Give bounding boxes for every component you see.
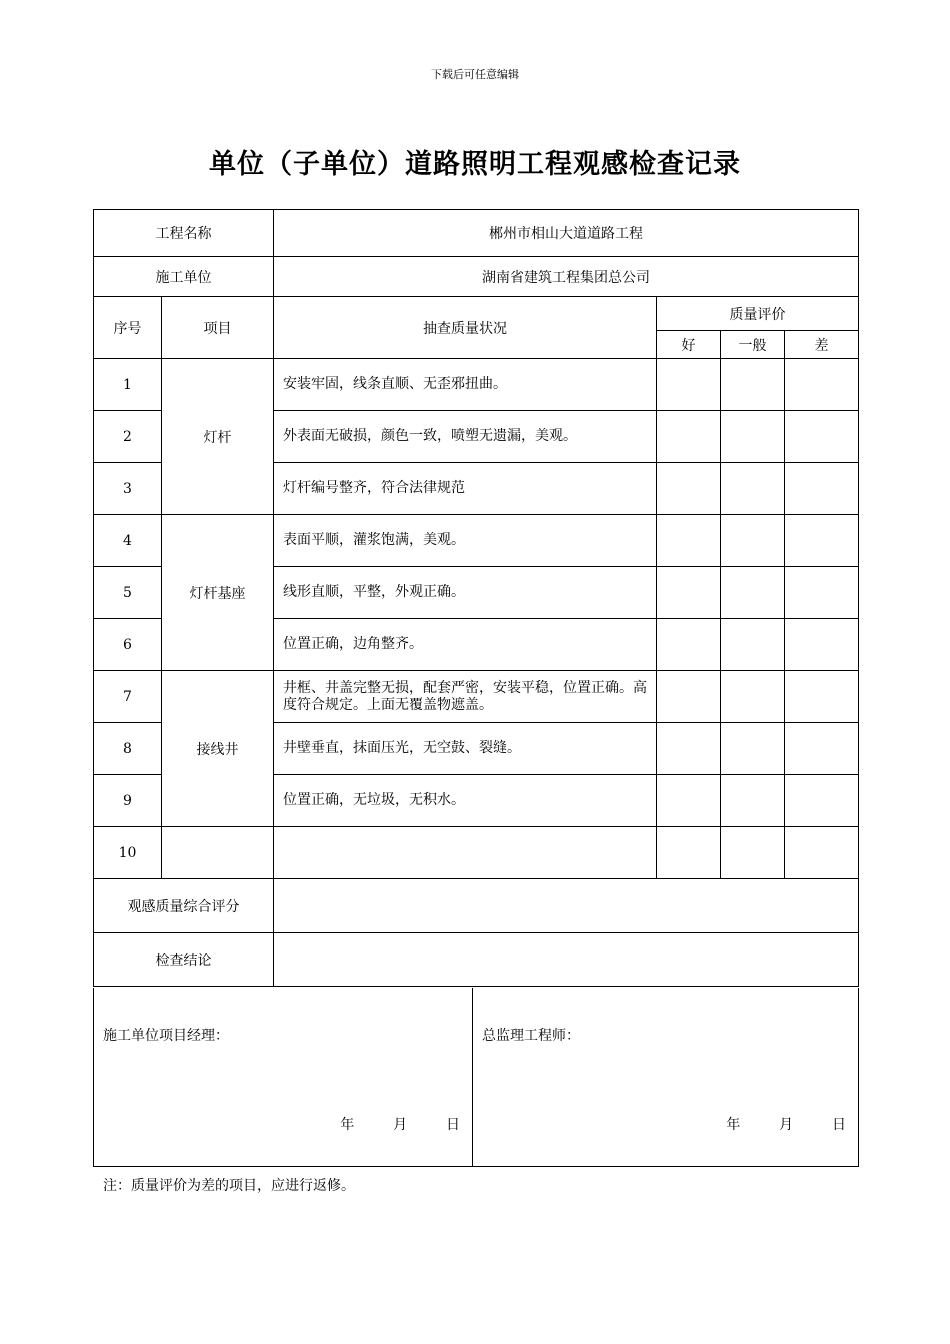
row-status: 线形直顺，平整，外观正确。 xyxy=(274,567,657,619)
row-status: 井框、井盖完整无损，配套严密，安装平稳，位置正确。高度符合规定。上面无覆盖物遮盖。 xyxy=(274,671,657,723)
rating-good-cell xyxy=(657,567,721,619)
chief-supervisor-label: 总监理工程师： xyxy=(482,1028,580,1044)
table-row xyxy=(94,827,859,879)
col-status-header: 抽查质量状况 xyxy=(274,297,657,359)
row-seq: 2 xyxy=(94,411,162,463)
signature-table xyxy=(93,988,859,1167)
col-rating-header: 质量评价 xyxy=(657,297,859,331)
rating-poor-cell xyxy=(785,723,859,775)
rating-average-cell xyxy=(721,723,785,775)
rating-average-cell xyxy=(721,567,785,619)
row-seq: 10 xyxy=(94,827,162,879)
rating-poor-cell xyxy=(785,775,859,827)
row-status: 灯杆编号整齐，符合法律规范 xyxy=(274,463,657,515)
row-status: 外表面无破损，颜色一致，喷塑无遗漏，美观。 xyxy=(274,411,657,463)
rating-good-cell xyxy=(657,775,721,827)
rating-average-cell xyxy=(721,775,785,827)
row-seq: 3 xyxy=(94,463,162,515)
table-row xyxy=(94,671,859,723)
contractor-manager-label: 施工单位项目经理： xyxy=(103,1028,229,1044)
contractor-signature-cell xyxy=(94,988,473,1167)
row-status: 表面平顺，灌浆饱满，美观。 xyxy=(274,515,657,567)
col-seq-header: 序号 xyxy=(94,297,162,359)
page-title: 单位（子单位）道路照明工程观感检查记录 xyxy=(209,149,741,180)
rating-poor-cell xyxy=(785,411,859,463)
row-item: 灯杆 xyxy=(162,359,274,515)
rating-average-cell xyxy=(721,463,785,515)
construction-unit-label: 施工单位 xyxy=(94,257,274,297)
rating-good-cell xyxy=(657,463,721,515)
project-name-label: 工程名称 xyxy=(94,210,274,257)
row-item: 接线井 xyxy=(162,671,274,827)
year-label: 年 xyxy=(340,1117,355,1133)
row-status: 位置正确，无垃圾，无积水。 xyxy=(274,775,657,827)
inspection-table xyxy=(93,209,859,987)
download-note: 下载后可任意编辑 xyxy=(431,68,519,81)
rating-poor-cell xyxy=(785,359,859,411)
row-seq: 1 xyxy=(94,359,162,411)
row-item xyxy=(162,827,274,879)
rating-poor-cell xyxy=(785,619,859,671)
rating-good-cell xyxy=(657,515,721,567)
rating-good-cell xyxy=(657,723,721,775)
table-row xyxy=(94,359,859,411)
overall-score-value xyxy=(274,879,859,933)
footnote: 注：质量评价为差的项目，应进行返修。 xyxy=(103,1178,355,1194)
row-seq: 7 xyxy=(94,671,162,723)
rating-good-cell xyxy=(657,359,721,411)
row-status: 井壁垂直，抹面压光，无空鼓、裂缝。 xyxy=(274,723,657,775)
row-seq: 5 xyxy=(94,567,162,619)
rating-good-cell xyxy=(657,827,721,879)
table-row xyxy=(94,515,859,567)
row-seq: 8 xyxy=(94,723,162,775)
rating-good-cell xyxy=(657,619,721,671)
month-label: 月 xyxy=(393,1117,408,1133)
month-label: 月 xyxy=(779,1117,794,1133)
day-label: 日 xyxy=(446,1117,460,1133)
rating-poor-cell xyxy=(785,827,859,879)
rating-poor-cell xyxy=(785,671,859,723)
year-label: 年 xyxy=(726,1117,741,1133)
rating-average-cell xyxy=(721,411,785,463)
rating-average-cell xyxy=(721,359,785,411)
rating-average-cell xyxy=(721,515,785,567)
rating-average-cell xyxy=(721,671,785,723)
row-item: 灯杆基座 xyxy=(162,515,274,671)
rating-poor-cell xyxy=(785,463,859,515)
row-status xyxy=(274,827,657,879)
col-poor-header: 差 xyxy=(785,331,859,359)
col-item-header: 项目 xyxy=(162,297,274,359)
rating-good-cell xyxy=(657,671,721,723)
supervisor-signature-cell xyxy=(473,988,859,1167)
rating-poor-cell xyxy=(785,567,859,619)
row-status: 位置正确，边角整齐。 xyxy=(274,619,657,671)
row-status: 安装牢固，线条直顺、无歪邪扭曲。 xyxy=(274,359,657,411)
overall-score-label: 观感质量综合评分 xyxy=(94,879,274,933)
row-seq: 9 xyxy=(94,775,162,827)
rating-poor-cell xyxy=(785,515,859,567)
rating-average-cell xyxy=(721,619,785,671)
conclusion-value xyxy=(274,933,859,987)
day-label: 日 xyxy=(832,1117,846,1133)
conclusion-label: 检查结论 xyxy=(94,933,274,987)
rating-average-cell xyxy=(721,827,785,879)
supervisor-date xyxy=(726,1114,846,1134)
col-good-header: 好 xyxy=(657,331,721,359)
rating-good-cell xyxy=(657,411,721,463)
row-seq: 6 xyxy=(94,619,162,671)
project-name-value: 郴州市相山大道道路工程 xyxy=(274,210,859,257)
construction-unit-value: 湖南省建筑工程集团总公司 xyxy=(274,257,859,297)
col-average-header: 一般 xyxy=(721,331,785,359)
contractor-date xyxy=(340,1114,460,1134)
row-seq: 4 xyxy=(94,515,162,567)
